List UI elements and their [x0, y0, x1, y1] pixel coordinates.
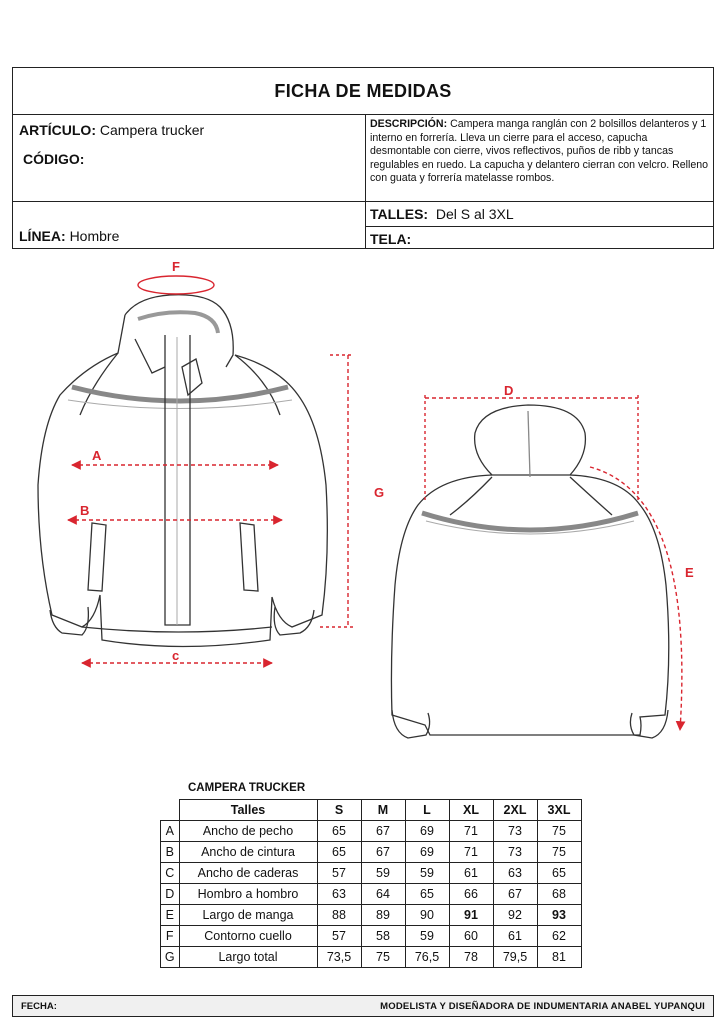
row-name: Hombro a hombro	[179, 884, 317, 905]
table-row	[161, 863, 582, 884]
row-value: 65	[317, 842, 361, 863]
row-value: 73	[493, 821, 537, 842]
codigo-label: CÓDIGO:	[23, 151, 85, 167]
jacket-back-view	[391, 405, 668, 738]
row-value: 89	[361, 905, 405, 926]
label-f: F	[172, 259, 180, 274]
row-value: 69	[405, 842, 449, 863]
row-value: 61	[493, 926, 537, 947]
fecha-label: FECHA:	[21, 1001, 57, 1012]
table-row	[161, 884, 582, 905]
row-letter: C	[161, 863, 180, 884]
jacket-front-view	[38, 295, 327, 647]
tela-field	[370, 231, 411, 247]
row-value: 90	[405, 905, 449, 926]
row-value: 58	[361, 926, 405, 947]
row-letter: B	[161, 842, 180, 863]
row-name: Ancho de caderas	[179, 863, 317, 884]
row-value: 63	[317, 884, 361, 905]
row-value: 76,5	[405, 947, 449, 968]
row-value: 78	[449, 947, 493, 968]
row-value: 93	[537, 905, 581, 926]
row-value: 81	[537, 947, 581, 968]
page-title: FICHA DE MEDIDAS	[13, 68, 713, 115]
header-2xl: 2XL	[493, 800, 537, 821]
row-value: 92	[493, 905, 537, 926]
label-b: B	[80, 503, 90, 518]
row-letter: G	[161, 947, 180, 968]
credit-text: MODELISTA Y DISEÑADORA DE INDUMENTARIA ANABEL YUPANQUI	[380, 1001, 705, 1012]
row-value: 67	[493, 884, 537, 905]
table-header-row	[161, 800, 582, 821]
table-row	[161, 905, 582, 926]
row-letter: F	[161, 926, 180, 947]
table-row	[161, 926, 582, 947]
linea-label: LÍNEA:	[19, 228, 66, 244]
row-value: 67	[361, 842, 405, 863]
row-name: Contorno cuello	[179, 926, 317, 947]
row-value: 65	[405, 884, 449, 905]
row-value: 62	[537, 926, 581, 947]
articulo-value: Campera trucker	[99, 122, 205, 138]
table-row	[161, 842, 582, 863]
row-name: Ancho de pecho	[179, 821, 317, 842]
table-row	[161, 821, 582, 842]
row-name: Largo total	[179, 947, 317, 968]
row-value: 57	[317, 863, 361, 884]
row-value: 75	[361, 947, 405, 968]
label-a: A	[92, 448, 102, 463]
row-value: 60	[449, 926, 493, 947]
label-e: E	[685, 565, 694, 580]
row-letter: A	[161, 821, 180, 842]
row-value: 73	[493, 842, 537, 863]
row-value: 59	[361, 863, 405, 884]
label-d: D	[504, 383, 514, 398]
articulo-label: ARTÍCULO:	[19, 122, 96, 138]
measurement-marks	[68, 276, 682, 730]
row-value: 75	[537, 821, 581, 842]
measure-f-ellipse	[138, 276, 214, 294]
linea-field	[19, 228, 119, 244]
row-value: 57	[317, 926, 361, 947]
header-xl: XL	[449, 800, 493, 821]
tela-label: TELA:	[370, 231, 412, 247]
codigo-field	[23, 151, 84, 167]
header-box	[12, 67, 714, 249]
row-value: 63	[493, 863, 537, 884]
measure-e-arc	[590, 467, 682, 730]
row-value: 68	[537, 884, 581, 905]
linea-value: Hombre	[69, 228, 120, 244]
row-value: 71	[449, 821, 493, 842]
row-value: 65	[317, 821, 361, 842]
header-talles: Talles	[179, 800, 317, 821]
row-value: 65	[537, 863, 581, 884]
row-letter: D	[161, 884, 180, 905]
jacket-technical-drawing	[30, 255, 710, 765]
header-s: S	[317, 800, 361, 821]
descripcion-value: Campera manga ranglán con 2 bolsillos delanteros y 1 interno en forrería. Lleva un cierre para el acceso, capucha desmontable con cierre, vivos reflectivos, puños de ribb y tancas regulables en ruedo. La capucha y delantero cierran con velcro. Relleno con guata y forrería matelasse rombos.	[370, 118, 709, 185]
table-title: CAMPERA TRUCKER	[188, 782, 306, 794]
articulo-field	[19, 122, 204, 138]
talles-label: TALLES:	[370, 206, 429, 222]
row-value: 59	[405, 926, 449, 947]
header-l: L	[405, 800, 449, 821]
measurements-table	[160, 799, 582, 968]
header-3xl: 3XL	[537, 800, 581, 821]
row-value: 79,5	[493, 947, 537, 968]
row-value: 91	[449, 905, 493, 926]
row-name: Ancho de cintura	[179, 842, 317, 863]
row-value: 88	[317, 905, 361, 926]
talles-value: Del S al 3XL	[435, 206, 514, 222]
row-value: 71	[449, 842, 493, 863]
label-c: c	[172, 648, 180, 663]
row-value: 66	[449, 884, 493, 905]
row-value: 59	[405, 863, 449, 884]
header-m: M	[361, 800, 405, 821]
row-value: 69	[405, 821, 449, 842]
descripcion-label: DESCRIPCIÓN:	[370, 118, 448, 130]
row-value: 75	[537, 842, 581, 863]
footer	[12, 995, 714, 1017]
row-name: Largo de manga	[179, 905, 317, 926]
talles-field	[370, 206, 514, 222]
row-letter: E	[161, 905, 180, 926]
row-value: 64	[361, 884, 405, 905]
row-value: 67	[361, 821, 405, 842]
row-value: 73,5	[317, 947, 361, 968]
descripcion-field	[370, 118, 710, 186]
row-value: 61	[449, 863, 493, 884]
table-row	[161, 947, 582, 968]
label-g: G	[374, 485, 385, 500]
